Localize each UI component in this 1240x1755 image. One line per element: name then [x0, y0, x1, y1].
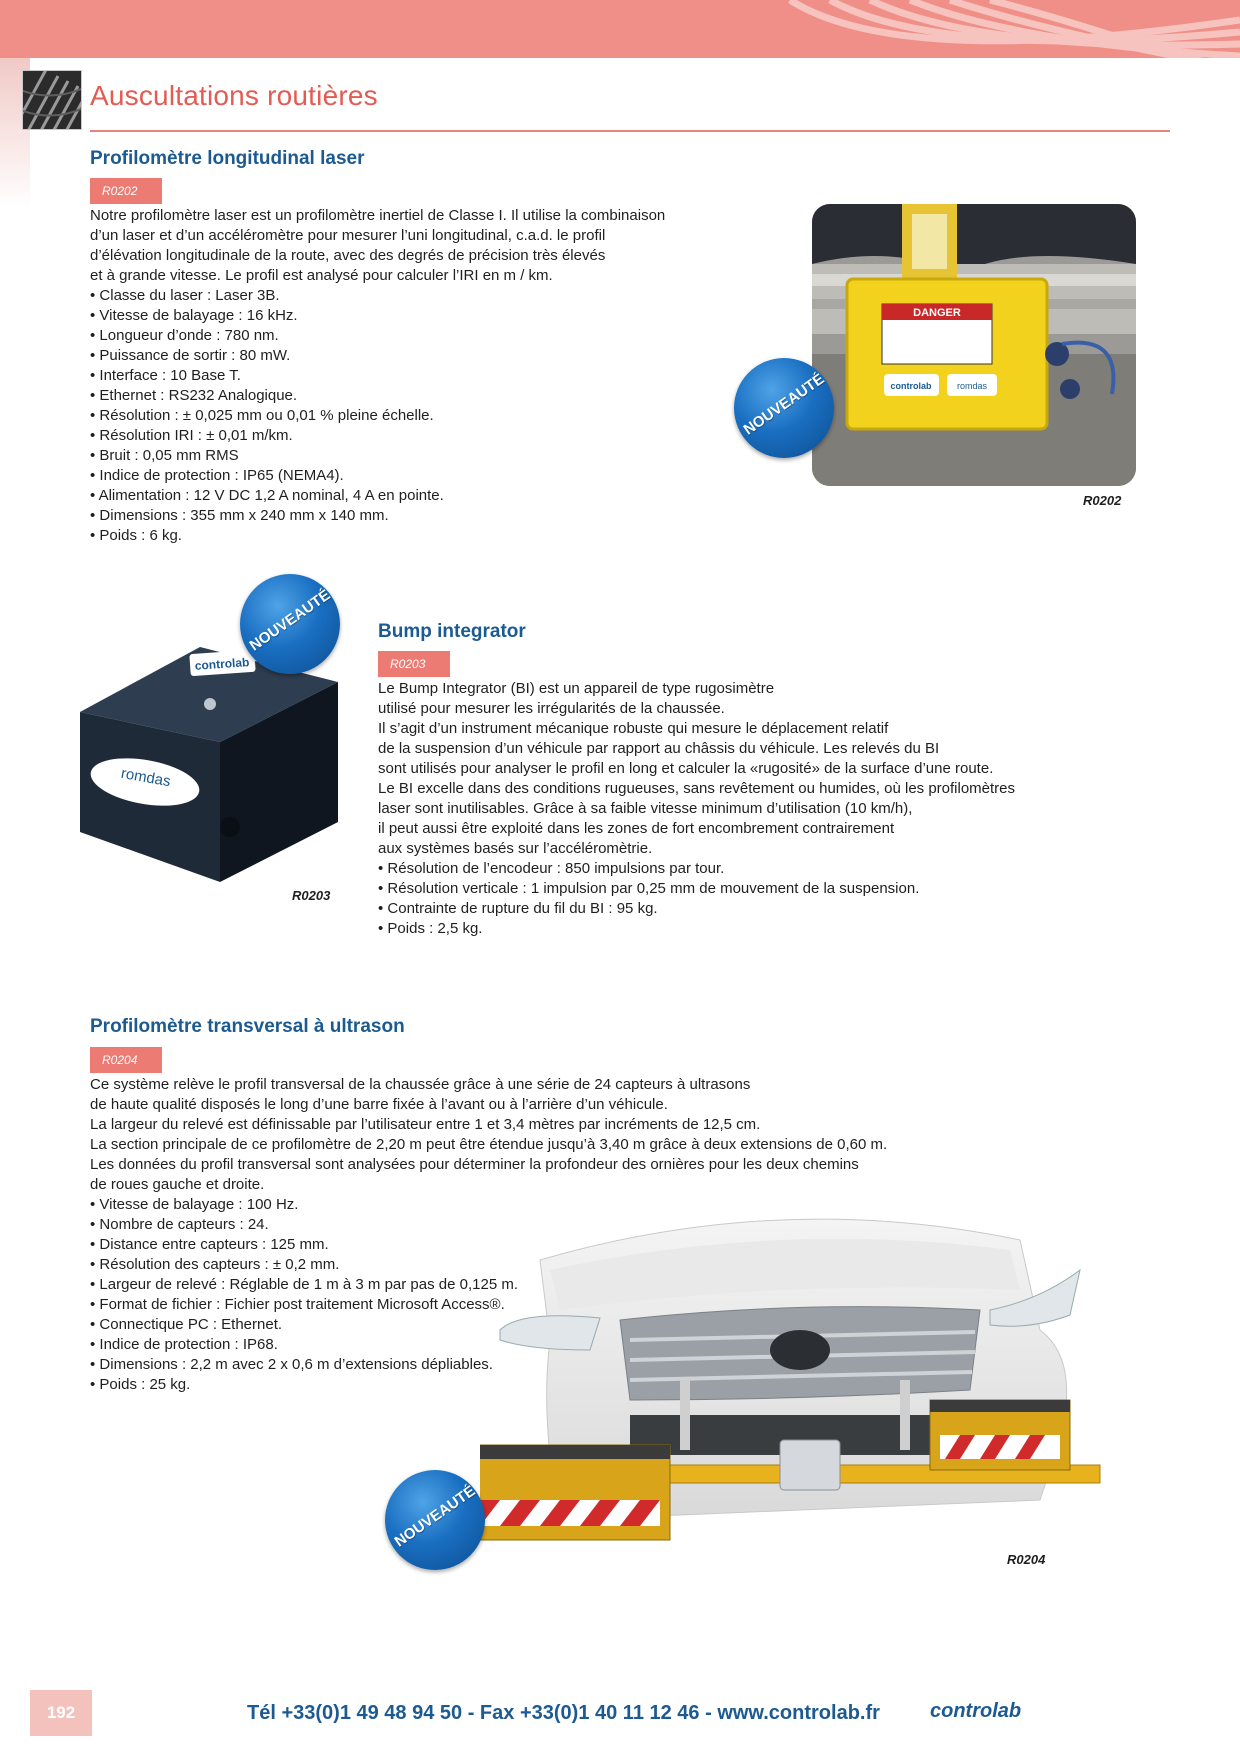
controlab-logo: controlab: [194, 655, 250, 673]
spec-item: • Distance entre capteurs : 125 mm.: [90, 1236, 329, 1253]
spec-item: • Puissance de sortir : 80 mW.: [90, 347, 291, 364]
photo-caption-r0203: R0203: [292, 888, 331, 903]
transverse-profilometer-photo: [480, 1200, 1200, 1620]
photo-caption-r0202: R0202: [1083, 493, 1122, 508]
spec-item: • Dimensions : 2,2 m avec 2 x 0,6 m d’extensions dépliables.: [90, 1356, 493, 1373]
bump-integrator-description: [378, 679, 1015, 939]
text-line: d’un laser et d’un accéléromètre pour mesurer l’uni longitudinal, c.a.d. le profil: [90, 227, 606, 244]
spec-item: • Résolution IRI : ± 0,01 m/km.: [90, 427, 293, 444]
spec-item: • Classe du laser : Laser 3B.: [90, 287, 280, 304]
spec-item: • Bruit : 0,05 mm RMS: [90, 447, 239, 464]
spec-item: • Poids : 25 kg.: [90, 1376, 191, 1393]
section-title-transverse-profilometer: Profilomètre transversal à ultrason: [90, 1016, 405, 1037]
spec-item: • Connectique PC : Ethernet.: [90, 1316, 283, 1333]
page-title: Auscultations routières: [90, 80, 378, 111]
controlab-logo: controlab: [890, 381, 932, 391]
text-line: aux systèmes basés sur l’accéléromètrie.: [378, 840, 653, 857]
ref-badge-r0203: R0203: [378, 651, 450, 677]
footer-contact: Tél +33(0)1 49 48 94 50 - Fax +33(0)1 40 11 12 46 - www.controlab.fr: [247, 1702, 880, 1724]
romdas-logo: romdas: [956, 381, 988, 391]
page-number: 192: [46, 1703, 76, 1722]
spec-item: • Longueur d’onde : 780 nm.: [90, 327, 279, 344]
tyre-tread-icon: [22, 70, 82, 130]
text-line: La largeur du relevé est définissable par l’utilisateur entre 1 et 3,4 mètres par incréments de 12,5 cm.: [90, 1116, 761, 1133]
text-line: Notre profilomètre laser est un profilomètre inertiel de Classe I. Il utilise la combinaison: [90, 207, 666, 224]
section-title-laser-profilometer: Profilomètre longitudinal laser: [90, 148, 365, 169]
spec-item: • Vitesse de balayage : 16 kHz.: [90, 307, 298, 324]
new-product-badge: NOUVEAUTÉ: [734, 358, 834, 458]
text-line: Les données du profil transversal sont analysées pour déterminer la profondeur des ornières pour les deux chemins: [90, 1156, 859, 1173]
laser-profilometer-photo: [812, 204, 1136, 486]
spec-item: • Format de fichier : Fichier post traitement Microsoft Access®.: [90, 1296, 505, 1313]
ref-badge-r0202: R0202: [90, 178, 162, 204]
header-band-graphic: [0, 0, 1240, 58]
ref-badge-r0204: R0204: [90, 1047, 162, 1073]
spec-item: • Ethernet : RS232 Analogique.: [90, 387, 298, 404]
laser-profilometer-description: [90, 206, 665, 546]
spec-item: • Résolution : ± 0,025 mm ou 0,01 % pleine échelle.: [90, 407, 434, 424]
danger-label: DANGER: [913, 307, 961, 319]
text-line: d’élévation longitudinale de la route, avec des degrés de précision très élevés: [90, 247, 606, 264]
spec-item: • Résolution verticale : 1 impulsion par 0,25 mm de mouvement de la suspension.: [378, 880, 920, 897]
text-line: Le BI excelle dans des conditions rugueuses, sans revêtement ou humides, où les profilomètres: [378, 780, 1016, 797]
spec-item: • Indice de protection : IP68.: [90, 1336, 278, 1353]
spec-item: • Contrainte de rupture du fil du BI : 95 kg.: [378, 900, 658, 917]
header-band: [0, 0, 1240, 58]
text-line: laser sont inutilisables. Grâce à sa faible vitesse minimum d’utilisation (10 km/h),: [378, 800, 913, 817]
text-line: il peut aussi être exploité dans les zones de fort encombrement contrairement: [378, 820, 895, 837]
romdas-logo: romdas: [119, 764, 172, 791]
spec-item: • Interface : 10 Base T.: [90, 367, 241, 384]
spec-item: • Vitesse de balayage : 100 Hz.: [90, 1196, 299, 1213]
spec-item: • Nombre de capteurs : 24.: [90, 1216, 269, 1233]
spec-item: • Indice de protection : IP65 (NEMA4).: [90, 467, 344, 484]
text-line: La section principale de ce profilomètre de 2,20 m peut être étendue jusqu’à 3,40 m grâce à deux extensions de 0,60 m.: [90, 1136, 888, 1153]
footer-logo: controlab: [930, 1700, 1022, 1722]
new-product-badge: NOUVEAUTÉ: [385, 1470, 485, 1570]
text-line: de haute qualité disposés le long d’une barre fixée à l’avant ou à l’arrière d’un véhicule.: [90, 1096, 668, 1113]
spec-item: • Résolution de l’encodeur : 850 impulsions par tour.: [378, 860, 725, 877]
text-line: de roues gauche et droite.: [90, 1176, 265, 1193]
spec-item: • Dimensions : 355 mm x 240 mm x 140 mm.: [90, 507, 389, 524]
section-title-bump-integrator: Bump integrator: [378, 621, 526, 642]
spec-item: • Largeur de relevé : Réglable de 1 m à 3 m par pas de 0,125 m.: [90, 1276, 518, 1293]
text-line: Ce système relève le profil transversal de la chaussée grâce à une série de 24 capteurs à ultrasons: [90, 1076, 751, 1093]
photo-caption-r0204: R0204: [1007, 1552, 1046, 1567]
spec-item: • Poids : 6 kg.: [90, 527, 182, 544]
text-line: de la suspension d’un véhicule par rapport au châssis du véhicule. Les relevés du BI: [378, 740, 940, 757]
spec-item: • Poids : 2,5 kg.: [378, 920, 483, 937]
text-line: sont utilisés pour analyser le profil en long et calculer la «rugosité» de la surface d’une route.: [378, 760, 994, 777]
title-divider: [90, 130, 1170, 132]
spec-item: • Alimentation : 12 V DC 1,2 A nominal, 4 A en pointe.: [90, 487, 444, 504]
text-line: utilisé pour mesurer les irrégularités de la chaussée.: [378, 700, 725, 717]
text-line: Il s’agit d’un instrument mécanique robuste qui mesure le déplacement relatif: [378, 720, 889, 737]
spec-item: • Résolution des capteurs : ± 0,2 mm.: [90, 1256, 340, 1273]
text-line: et à grande vitesse. Le profil est analysé pour calculer l’IRI en m / km.: [90, 267, 553, 284]
new-product-badge: NOUVEAUTÉ: [240, 574, 340, 674]
text-line: Le Bump Integrator (BI) est un appareil de type rugosimètre: [378, 680, 775, 697]
